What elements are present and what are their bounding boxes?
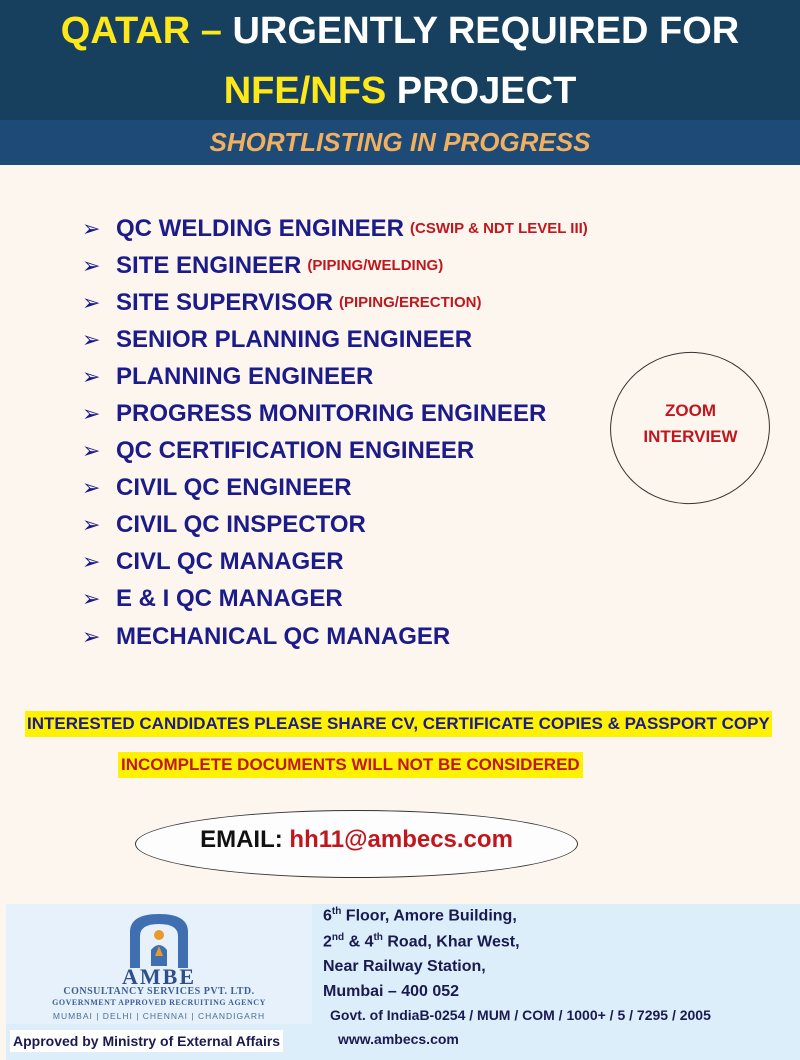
address-road-suffix-1: nd <box>331 932 345 943</box>
job-title: SITE SUPERVISOR <box>116 288 333 316</box>
address-line-1 <box>323 906 517 925</box>
logo-company-name: AMBE <box>122 964 196 989</box>
arrow-bullet-icon: ➢ <box>82 289 101 315</box>
email-line <box>135 826 578 854</box>
job-title: PROGRESS MONITORING ENGINEER <box>116 400 547 428</box>
job-requirement-note: (PIPING/WELDING) <box>307 257 444 275</box>
title-urgent-text: URGENTLY REQUIRED FOR <box>232 10 740 52</box>
share-documents-notice: INTERESTED CANDIDATES PLEASE SHARE CV, CERTIFICATE COPIES & PASSPORT COPY <box>25 711 772 737</box>
address-road-number-1: 2 <box>323 933 332 951</box>
email-address-link[interactable]: hh11@ambecs.com <box>289 826 513 853</box>
job-list-item <box>82 507 588 544</box>
job-list-item <box>82 470 588 507</box>
job-title: SITE ENGINEER <box>116 251 302 279</box>
arrow-bullet-icon: ➢ <box>82 586 101 612</box>
job-title: CIVIL QC INSPECTOR <box>116 511 366 539</box>
interview-label: INTERVIEW <box>643 427 738 446</box>
email-label: EMAIL: <box>200 826 290 853</box>
arrow-bullet-icon: ➢ <box>82 438 101 464</box>
ambe-logo-icon <box>118 910 200 968</box>
address-road-suffix-2: th <box>373 932 383 943</box>
arrow-bullet-icon: ➢ <box>82 401 101 427</box>
job-title: E & I QC MANAGER <box>116 585 343 613</box>
arrow-bullet-icon: ➢ <box>82 326 101 352</box>
job-list-item <box>82 544 588 581</box>
address-line-4: Mumbai – 400 052 <box>323 983 460 1000</box>
address-line-3: Near Railway Station, <box>323 958 486 975</box>
job-title: QC CERTIFICATION ENGINEER <box>116 437 475 465</box>
arrow-bullet-icon: ➢ <box>82 363 101 389</box>
address-line-2 <box>323 932 520 951</box>
address-floor-number: 6 <box>323 907 332 925</box>
project-code: NFE/NFS <box>223 70 387 112</box>
job-list-item <box>82 210 588 247</box>
zoom-label: ZOOM <box>665 401 716 420</box>
website-link[interactable]: www.ambecs.com <box>338 1031 459 1047</box>
job-title: SENIOR PLANNING ENGINEER <box>116 325 473 353</box>
arrow-bullet-icon: ➢ <box>82 252 101 278</box>
job-title: CIVIL QC ENGINEER <box>116 474 352 502</box>
status-text: SHORTLISTING IN PROGRESS <box>209 127 591 157</box>
job-title: MECHANICAL QC MANAGER <box>116 622 451 650</box>
job-requirement-note: (CSWIP & NDT LEVEL III) <box>410 220 588 238</box>
job-list-item <box>82 618 588 655</box>
address-road-text: Road, Khar West, <box>382 933 520 951</box>
logo-tagline: GOVERNMENT APPROVED RECRUITING AGENCY <box>52 998 266 1007</box>
job-title: CIVL QC MANAGER <box>116 548 344 576</box>
logo-subtitle: CONSULTANCY SERVICES PVT. LTD. <box>63 986 255 997</box>
zoom-interview-text <box>608 398 773 450</box>
address-road-number-2: & 4 <box>344 933 374 951</box>
job-list-item <box>82 433 588 470</box>
job-title: QC WELDING ENGINEER <box>116 214 405 242</box>
title-dash: – <box>190 10 233 52</box>
project-word: PROJECT <box>386 70 577 112</box>
country-name: QATAR <box>60 10 191 52</box>
address-floor-suffix: th <box>331 906 342 917</box>
incomplete-documents-warning: INCOMPLETE DOCUMENTS WILL NOT BE CONSIDERED <box>118 752 583 778</box>
approved-by-label: Approved by Ministry of External Affairs <box>10 1030 283 1052</box>
address-floor-text: Floor, Amore Building, <box>341 907 517 925</box>
arrow-bullet-icon: ➢ <box>82 512 101 538</box>
job-title: PLANNING ENGINEER <box>116 362 374 390</box>
arrow-bullet-icon: ➢ <box>82 215 101 241</box>
job-requirement-note: (PIPING/ERECTION) <box>338 294 482 312</box>
govt-license-number: Govt. of IndiaB-0254 / MUM / COM / 1000+ / 5 / 7295 / 2005 <box>330 1007 711 1023</box>
job-list-item <box>82 581 588 618</box>
job-list-item <box>82 395 588 432</box>
job-list-item <box>82 321 588 358</box>
job-list-item <box>82 284 588 321</box>
job-list-item <box>82 358 588 395</box>
status-bar <box>0 120 800 165</box>
arrow-bullet-icon: ➢ <box>82 475 101 501</box>
arrow-bullet-icon: ➢ <box>82 549 101 575</box>
page-title-line-2 <box>0 70 800 113</box>
job-list <box>82 210 588 655</box>
page-title-line-1 <box>0 10 800 53</box>
logo-cities: MUMBAI | DELHI | CHENNAI | CHANDIGARH <box>52 1011 266 1021</box>
arrow-bullet-icon: ➢ <box>82 623 101 649</box>
job-list-item <box>82 247 588 284</box>
